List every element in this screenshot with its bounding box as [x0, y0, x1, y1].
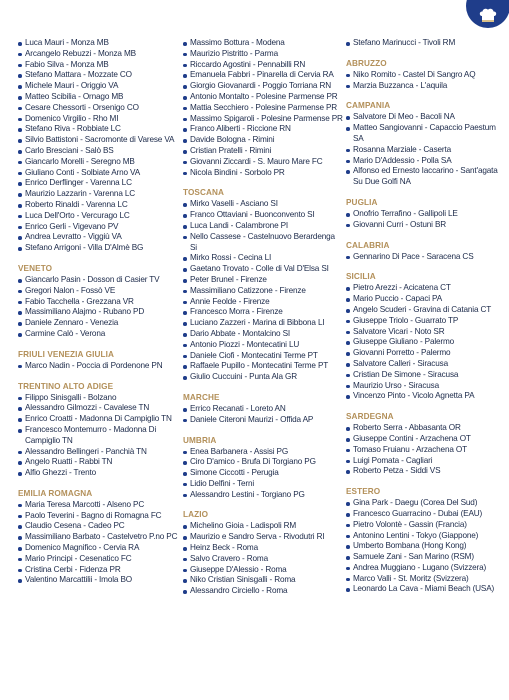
chef-entry: Giuseppe Contini - Arzachena OT	[346, 434, 506, 445]
chef-entry: Annie Feolde - Firenze	[183, 297, 343, 308]
chef-list	[18, 393, 180, 479]
column-2	[183, 38, 343, 606]
region-heading: SICILIA	[346, 272, 376, 282]
region-heading: CAMPANIA	[346, 101, 391, 111]
chef-entry: Massimiliano Alajmo - Rubano PD	[18, 307, 180, 318]
chef-entry: Giorgio Giovanardi - Poggio Torriana RN	[183, 81, 343, 92]
chef-entry: Luca Mauri - Monza MB	[18, 38, 180, 49]
chef-entry: Antonio Piozzi - Montecatini LU	[183, 340, 343, 351]
chef-entry: Raffaele Pupillo - Montecatini Terme PT	[183, 361, 343, 372]
chef-entry: Giancarlo Morelli - Seregno MB	[18, 157, 180, 168]
region-heading: SARDEGNA	[346, 412, 394, 422]
chef-entry: Maurizio e Sandro Serva - Rivodutri RI	[183, 532, 343, 543]
chef-entry: Mario D'Addessio - Polla SA	[346, 156, 506, 167]
chef-entry: Marco Valli - St. Moritz (Svizzera)	[346, 574, 506, 585]
region-heading: FRIULI VENEZIA GIULIA	[18, 349, 114, 359]
chef-entry: Luca Dell'Orto - Vercurago LC	[18, 211, 180, 222]
chef-entry: Franco Ottaviani - Buonconvento SI	[183, 210, 343, 221]
region-section	[346, 58, 506, 92]
region-section	[346, 411, 506, 477]
chef-entry: Alessandro Gilmozzi - Cavalese TN	[18, 403, 180, 414]
chef-entry: Pietro Volontè - Gassin (Francia)	[346, 520, 506, 531]
chef-entry: Mattia Secchiero - Polesine Parmense PR	[183, 103, 343, 114]
region-heading: ESTERO	[346, 487, 381, 497]
chef-entry: Enea Barbanera - Assisi PG	[183, 447, 343, 458]
chef-entry: Michelino Gioia - Ladispoli RM	[183, 521, 343, 532]
chef-entry: Gregori Nalon - Fossò VE	[18, 286, 180, 297]
region-section	[346, 197, 506, 231]
chef-entry: Giuseppe Giuliano - Palermo	[346, 337, 506, 348]
chef-entry: Gaetano Trovato - Colle di Val D'Elsa SI	[183, 264, 343, 275]
region-section	[183, 435, 343, 501]
chef-entry: Umberto Bombana (Hong Kong)	[346, 541, 506, 552]
chef-entry: Maria Teresa Marcotti - Alseno PC	[18, 500, 180, 511]
chef-entry: Mirko Vaselli - Asciano SI	[183, 199, 343, 210]
chef-entry: Riccardo Agostini - Pennabilli RN	[183, 60, 343, 71]
chef-entry: Vincenzo Pinto - Vicolo Agnetta PA	[346, 391, 506, 402]
chef-entry: Giovanni Porretto - Palermo	[346, 348, 506, 359]
chef-entry: Massimiliano Catizzone - Firenze	[183, 286, 343, 297]
chef-entry: Massimo Bottura - Modena	[183, 38, 343, 49]
region-section	[346, 271, 506, 402]
chef-entry: Mirko Rossi - Cecina LI	[183, 253, 343, 264]
chef-list	[18, 361, 180, 372]
chef-entry: Luca Landi - Calambrone PI	[183, 221, 343, 232]
chef-entry: Angelo Ruatti - Rabbi TN	[18, 457, 180, 468]
chef-entry: Gennarino Di Pace - Saracena CS	[346, 252, 506, 263]
chef-entry: Francesco Guarracino - Dubai (EAU)	[346, 509, 506, 520]
chef-entry: Alessandro Bellingeri - Panchià TN	[18, 447, 180, 458]
chef-entry: Cesare Chessorti - Orsenigo CO	[18, 103, 180, 114]
chef-entry: Stefano Marinucci - Tivoli RM	[346, 38, 506, 49]
chef-list	[346, 70, 506, 92]
region-section	[346, 100, 506, 188]
chef-entry: Maurizio Pistritto - Parma	[183, 49, 343, 60]
chef-entry: Alessandro Lestini - Torgiano PG	[183, 490, 343, 501]
chef-entry: Filippo Sinisgalli - Bolzano	[18, 393, 180, 404]
chef-hat-icon	[479, 8, 497, 22]
region-section	[18, 263, 180, 340]
chef-entry: Cristina Cerbi - Fidenza PR	[18, 565, 180, 576]
chef-list	[18, 38, 180, 254]
region-heading: ABRUZZO	[346, 58, 387, 68]
chef-entry: Mario Puccio - Capaci PA	[346, 294, 506, 305]
chef-entry: Maurizio Urso - Siracusa	[346, 381, 506, 392]
logo-emblem	[466, 0, 509, 28]
chef-entry: Simone Ciccotti - Perugia	[183, 468, 343, 479]
chef-entry: Giovanni Ziccardi - S. Mauro Mare FC	[183, 157, 343, 168]
chef-entry: Rosanna Marziale - Caserta	[346, 145, 506, 156]
chef-entry: Enrico Croatti - Madonna Di Campiglio TN	[18, 414, 180, 425]
region-section	[183, 187, 343, 383]
chef-entry: Niko Cristian Sinisgalli - Roma	[183, 575, 343, 586]
chef-entry: Heinz Beck - Roma	[183, 543, 343, 554]
chef-entry: Cristian Pratelli - Rimini	[183, 146, 343, 157]
chef-list	[346, 209, 506, 231]
chef-entry: Fabio Silva - Monza MB	[18, 60, 180, 71]
region-section	[183, 509, 343, 597]
chef-entry: Carmine Calò - Verona	[18, 329, 180, 340]
chef-entry: Alfonso ed Ernesto Iaccarino - Sant'agata Su Due Golfi NA	[346, 166, 506, 188]
region-heading: TRENTINO ALTO ADIGE	[18, 381, 114, 391]
chef-entry: Claudio Cesena - Cadeo PC	[18, 521, 180, 532]
region-section	[346, 240, 506, 263]
region-heading: MARCHE	[183, 392, 220, 402]
chef-entry: Giovanni Curri - Ostuni BR	[346, 220, 506, 231]
header-band	[0, 0, 509, 30]
chef-entry: Andrea Levratto - Viggiù VA	[18, 232, 180, 243]
chef-list	[18, 275, 180, 340]
chef-list	[183, 404, 343, 426]
chef-list	[346, 423, 506, 477]
column-3	[346, 38, 506, 604]
chef-entry: Silvio Battistoni - Sacromonte di Varese VA	[18, 135, 180, 146]
region-heading: VENETO	[18, 263, 53, 273]
region-heading: CALABRIA	[346, 240, 390, 250]
chef-entry: Domenico Magnifico - Cervia RA	[18, 543, 180, 554]
chef-entry: Andrea Muggiano - Lugano (Svizzera)	[346, 563, 506, 574]
chef-entry: Francesco Montemurro - Madonna Di Campiglio TN	[18, 425, 180, 447]
chef-entry: Ciro D'amico - Brufa Di Torgiano PG	[183, 457, 343, 468]
chef-entry: Carlo Bresciani - Salò BS	[18, 146, 180, 157]
chef-entry: Stefano Mattara - Mozzate CO	[18, 70, 180, 81]
region-section	[346, 486, 506, 595]
chef-entry: Massimo Spigaroli - Polesine Parmense PR	[183, 114, 343, 125]
chef-entry: Antonino Lentini - Tokyo (Giappone)	[346, 531, 506, 542]
chef-entry: Enrico Gerli - Vigevano PV	[18, 222, 180, 233]
chef-list	[183, 447, 343, 501]
chef-entry: Roberto Rinaldi - Varenna LC	[18, 200, 180, 211]
region-section	[18, 381, 180, 479]
chef-entry: Giuliano Conti - Solbiate Arno VA	[18, 168, 180, 179]
chef-entry: Nello Cassese - Castelnuovo Berardenga Si	[183, 232, 343, 254]
chef-entry: Daniele Zennaro - Venezia	[18, 318, 180, 329]
chef-entry: Giuseppe D'Alessio - Roma	[183, 565, 343, 576]
chef-entry: Onofrio Terrafino - Gallipoli LE	[346, 209, 506, 220]
chef-entry: Luigi Pomata - Cagliari	[346, 456, 506, 467]
chef-entry: Roberto Petza - Siddi VS	[346, 466, 506, 477]
region-heading: UMBRIA	[183, 435, 217, 445]
chef-entry: Nicola Bindini - Sorbolo PR	[183, 168, 343, 179]
chef-entry: Salvo Cravero - Roma	[183, 554, 343, 565]
chef-entry: Peter Brunel - Firenze	[183, 275, 343, 286]
region-section	[18, 38, 180, 254]
chef-entry: Leonardo La Cava - Miami Beach (USA)	[346, 584, 506, 595]
chef-entry: Arcangelo Rebuzzi - Monza MB	[18, 49, 180, 60]
chef-entry: Roberto Serra - Abbasanta OR	[346, 423, 506, 434]
chef-entry: Alessandro Circiello - Roma	[183, 586, 343, 597]
chef-entry: Salvatore Calleri - Siracusa	[346, 359, 506, 370]
chef-entry: Matteo Scibilia - Ornago MB	[18, 92, 180, 103]
region-section	[346, 38, 506, 49]
chef-entry: Paolo Teverini - Bagno di Romagna FC	[18, 511, 180, 522]
chef-list	[18, 500, 180, 586]
chef-entry: Antonio Montalto - Polesine Parmense PR	[183, 92, 343, 103]
region-section	[183, 392, 343, 426]
chef-entry: Emanuela Fabbri - Pinarella di Cervia RA	[183, 70, 343, 81]
chef-entry: Cristian De Simone - Siracusa	[346, 370, 506, 381]
chef-entry: Gina Park - Daegu (Corea Del Sud)	[346, 498, 506, 509]
chef-entry: Stefano Arrigoni - Villa D'Almè BG	[18, 243, 180, 254]
chef-list	[183, 521, 343, 597]
chef-list	[346, 283, 506, 402]
region-heading: PUGLIA	[346, 197, 378, 207]
chef-entry: Valentino Marcattilii - Imola BO	[18, 575, 180, 586]
chef-entry: Massimiliano Barbato - Castelvetro P.no PC	[18, 532, 180, 543]
column-1	[18, 38, 180, 595]
chef-entry: Giancarlo Pasin - Dosson di Casier TV	[18, 275, 180, 286]
chef-entry: Samuele Zani - San Marino (RSM)	[346, 552, 506, 563]
chef-list	[183, 199, 343, 383]
chef-entry: Daniele Citeroni Maurizi - Offida AP	[183, 415, 343, 426]
chef-entry: Stefano Riva - Robbiate LC	[18, 124, 180, 135]
chef-entry: Michele Mauri - Origgio VA	[18, 81, 180, 92]
chef-entry: Daniele Ciofi - Montecatini Terme PT	[183, 351, 343, 362]
region-section	[183, 38, 343, 178]
chef-entry: Dario Abbate - Montalcino SI	[183, 329, 343, 340]
chef-list	[346, 38, 506, 49]
chef-entry: Luciano Zazzeri - Marina di Bibbona LI	[183, 318, 343, 329]
chef-entry: Salvatore Di Meo - Bacoli NA	[346, 112, 506, 123]
chef-entry: Alfio Ghezzi - Trento	[18, 468, 180, 479]
chef-list	[346, 112, 506, 188]
chef-entry: Davide Bologna - Rimini	[183, 135, 343, 146]
chef-list	[183, 38, 343, 178]
chef-entry: Francesco Morra - Firenze	[183, 307, 343, 318]
chef-entry: Niko Romito - Castel Di Sangro AQ	[346, 70, 506, 81]
chef-entry: Domenico Virgilio - Rho MI	[18, 114, 180, 125]
chef-entry: Marco Nadin - Poccia di Pordenone PN	[18, 361, 180, 372]
chef-entry: Giulio Cuccuini - Punta Ala GR	[183, 372, 343, 383]
chef-entry: Franco Aliberti - Riccione RN	[183, 124, 343, 135]
chef-entry: Pietro Arezzi - Acicatena CT	[346, 283, 506, 294]
chef-entry: Marzia Buzzanca - L'aquila	[346, 81, 506, 92]
region-section	[18, 488, 180, 586]
region-heading: EMILIA ROMAGNA	[18, 488, 93, 498]
chef-entry: Tomaso Fruianu - Arzachena OT	[346, 445, 506, 456]
chef-entry: Fabio Tacchella - Grezzana VR	[18, 297, 180, 308]
chef-entry: Salvatore Vicari - Noto SR	[346, 327, 506, 338]
chef-entry: Lidio Delfini - Terni	[183, 479, 343, 490]
chef-entry: Maurizio Lazzarin - Varenna LC	[18, 189, 180, 200]
region-section	[18, 349, 180, 372]
region-heading: LAZIO	[183, 510, 209, 520]
chef-entry: Matteo Sangiovanni - Capaccio Paestum SA	[346, 123, 506, 145]
chef-list	[346, 252, 506, 263]
chef-entry: Mario Principi - Cesenatico FC	[18, 554, 180, 565]
chef-list	[346, 498, 506, 595]
chef-entry: Giuseppe Triolo - Guarrato TP	[346, 316, 506, 327]
region-heading: TOSCANA	[183, 188, 225, 198]
chef-entry: Errico Recanati - Loreto AN	[183, 404, 343, 415]
chef-entry: Enrico Derflinger - Varenna LC	[18, 178, 180, 189]
chef-entry: Angelo Scuderi - Gravina di Catania CT	[346, 305, 506, 316]
